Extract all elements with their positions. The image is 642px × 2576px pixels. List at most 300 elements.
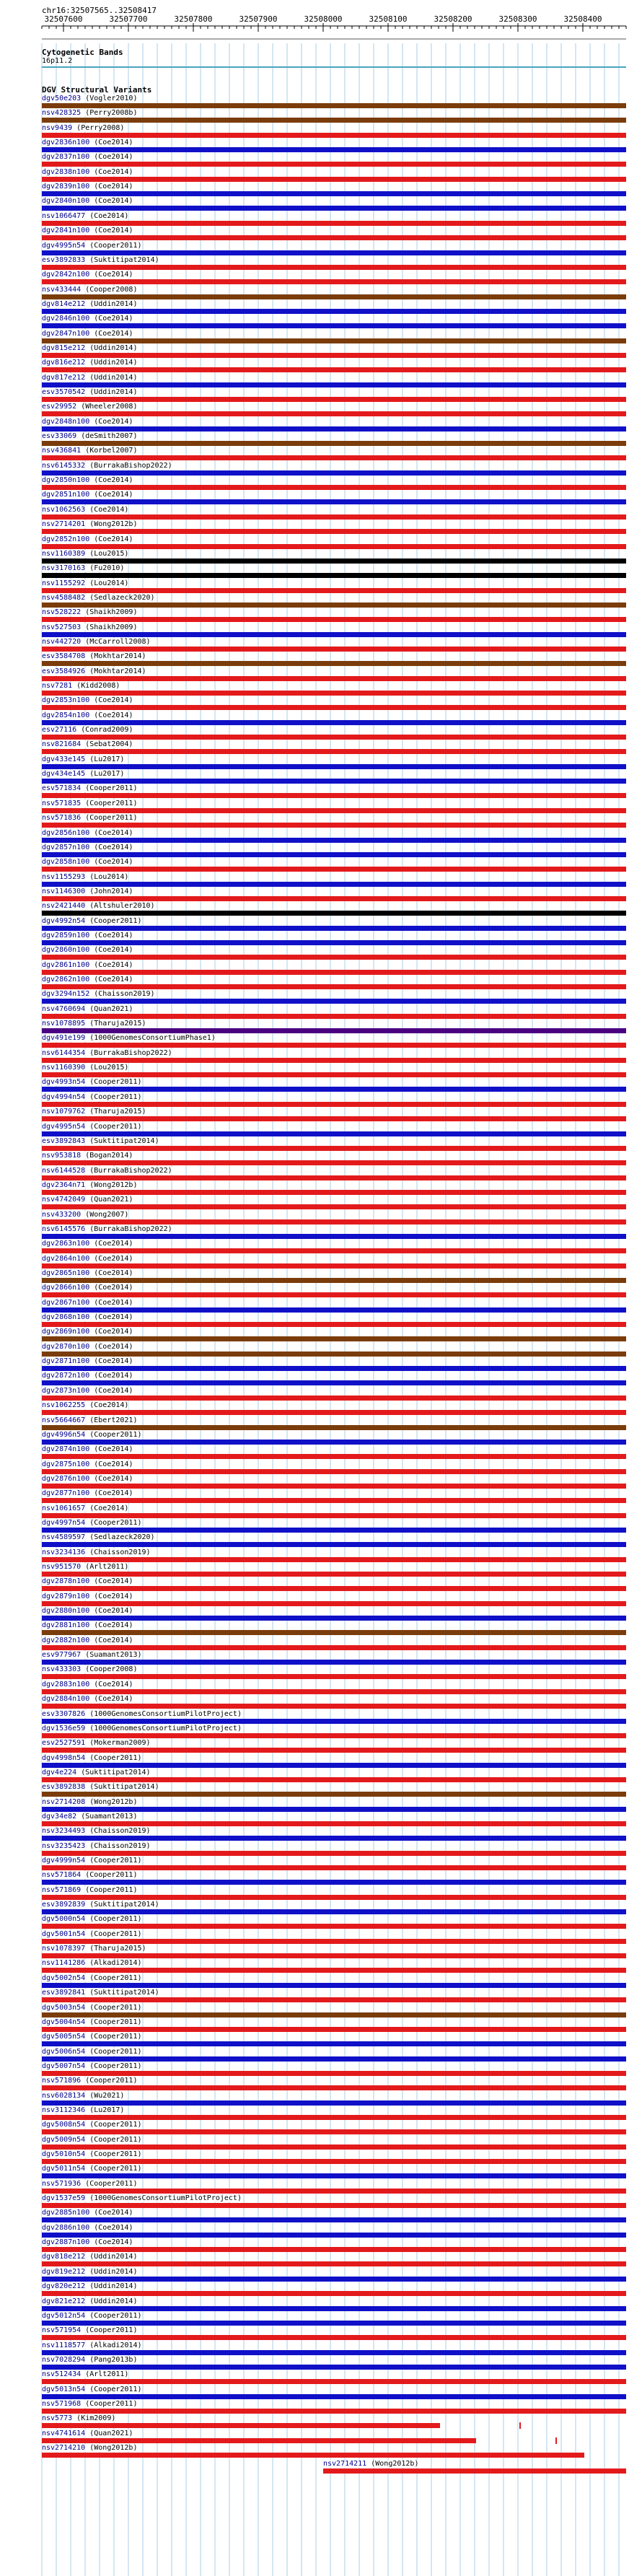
sv-id[interactable]: dgv819e212	[42, 2267, 86, 2276]
sv-row[interactable]	[42, 917, 626, 933]
sv-id[interactable]: dgv2839n100	[42, 183, 90, 191]
sv-bar[interactable]	[42, 1248, 626, 1253]
sv-bar[interactable]	[42, 206, 626, 211]
sv-row[interactable]	[42, 242, 626, 258]
sv-bar[interactable]	[42, 617, 626, 622]
sv-bar[interactable]	[42, 529, 626, 534]
sv-bar[interactable]	[42, 2129, 626, 2134]
sv-bar[interactable]	[42, 499, 626, 504]
sv-id[interactable]: dgv4994n54	[42, 1092, 86, 1101]
sv-bar[interactable]	[42, 970, 626, 975]
sv-id[interactable]: dgv2860n100	[42, 946, 90, 955]
sv-row[interactable]	[42, 1651, 626, 1667]
sv-id[interactable]: esv3584708	[42, 652, 86, 661]
sv-id[interactable]: dgv2884n100	[42, 1695, 90, 1704]
sv-bar[interactable]	[42, 955, 626, 960]
sv-bar[interactable]	[42, 1704, 626, 1709]
sv-row[interactable]	[42, 197, 626, 213]
sv-row[interactable]	[42, 1710, 626, 1726]
sv-id[interactable]: dgv2886n100	[42, 2223, 90, 2232]
sv-id[interactable]: nsv821684	[42, 740, 82, 749]
sv-bar[interactable]	[42, 279, 626, 284]
sv-bar[interactable]	[42, 382, 626, 387]
sv-bar[interactable]	[42, 1953, 626, 1958]
sv-id[interactable]: nsv1155292	[42, 579, 86, 587]
sv-bar[interactable]	[42, 1190, 626, 1195]
sv-row[interactable]	[42, 1357, 626, 1373]
sv-bar[interactable]	[42, 162, 626, 167]
sv-bar[interactable]	[42, 882, 626, 887]
sv-bar[interactable]	[42, 1087, 626, 1092]
sv-row[interactable]	[42, 740, 626, 756]
sv-id[interactable]: nsv571968	[42, 2399, 82, 2408]
sv-id[interactable]: dgv2836n100	[42, 139, 90, 147]
sv-bar[interactable]	[42, 353, 626, 358]
sv-bar[interactable]	[42, 2012, 626, 2018]
sv-id[interactable]: dgv818e212	[42, 2253, 86, 2261]
sv-bar[interactable]	[42, 1909, 626, 1914]
sv-row[interactable]	[42, 2018, 626, 2034]
sv-id[interactable]: nsv3235423	[42, 1841, 86, 1850]
sv-id[interactable]: dgv2851n100	[42, 491, 90, 499]
sv-bar[interactable]	[42, 323, 626, 328]
sv-row[interactable]	[42, 1563, 626, 1579]
sv-id[interactable]: dgv4999n54	[42, 1857, 86, 1865]
sv-id[interactable]: nsv9439	[42, 123, 73, 132]
sv-row[interactable]	[42, 2194, 626, 2210]
sv-id[interactable]: dgv3294n152	[42, 990, 90, 999]
sv-id[interactable]: nsv433303	[42, 1665, 82, 1674]
sv-bar[interactable]	[42, 1997, 626, 2002]
sv-bar[interactable]	[42, 632, 626, 637]
sv-id[interactable]: dgv5013n54	[42, 2385, 86, 2393]
sv-row[interactable]	[42, 1607, 626, 1623]
sv-bar[interactable]	[42, 2306, 626, 2311]
sv-id[interactable]: dgv4995n54	[42, 1122, 86, 1131]
sv-row[interactable]	[42, 2092, 626, 2108]
sv-bar[interactable]	[42, 221, 626, 226]
sv-id[interactable]: esv2527591	[42, 1739, 86, 1748]
sv-bar[interactable]	[42, 309, 626, 314]
sv-bar[interactable]	[42, 1380, 626, 1385]
sv-bar[interactable]	[42, 2085, 626, 2090]
sv-row[interactable]	[42, 1769, 626, 1784]
sv-id[interactable]: nsv571835	[42, 799, 82, 807]
sv-row[interactable]	[42, 374, 626, 390]
sv-id[interactable]: dgv5010n54	[42, 2150, 86, 2158]
sv-id[interactable]: dgv815e212	[42, 343, 86, 352]
sv-id[interactable]: dgv5003n54	[42, 2003, 86, 2012]
sv-id[interactable]: nsv1078895	[42, 1020, 86, 1028]
sv-row[interactable]	[42, 1416, 626, 1432]
sv-row[interactable]	[42, 2386, 626, 2401]
sv-row[interactable]	[42, 535, 626, 551]
sv-bar[interactable]	[42, 1292, 626, 1297]
sv-id[interactable]: nsv571896	[42, 2077, 82, 2085]
sv-id[interactable]: nsv3170163	[42, 564, 86, 573]
sv-row[interactable]	[42, 1489, 626, 1505]
sv-bar[interactable]	[323, 2468, 626, 2474]
sv-row[interactable]	[42, 1637, 626, 1652]
sv-row[interactable]	[42, 1387, 626, 1403]
sv-row[interactable]	[42, 579, 626, 595]
sv-id[interactable]: nsv1079762	[42, 1108, 86, 1116]
sv-bar[interactable]	[42, 514, 626, 520]
sv-id[interactable]: dgv2850n100	[42, 476, 90, 485]
sv-id[interactable]: dgv816e212	[42, 359, 86, 367]
sv-id[interactable]: nsv3234493	[42, 1827, 86, 1836]
sv-row[interactable]	[42, 109, 626, 125]
sv-bar[interactable]	[42, 1116, 626, 1121]
sv-bar[interactable]	[42, 1028, 626, 1033]
sv-bar[interactable]	[42, 1836, 626, 1841]
sv-bar[interactable]	[42, 2394, 626, 2399]
sv-id[interactable]: dgv5001n54	[42, 1929, 86, 1938]
sv-row[interactable]	[42, 1431, 626, 1447]
sv-id[interactable]: dgv5008n54	[42, 2121, 86, 2129]
sv-bar[interactable]	[42, 1160, 626, 1165]
sv-bar[interactable]	[42, 1880, 626, 1885]
sv-row[interactable]	[42, 946, 626, 962]
sv-row[interactable]	[42, 168, 626, 184]
sv-bar[interactable]	[42, 1792, 626, 1797]
sv-bar[interactable]	[42, 544, 626, 549]
sv-bar[interactable]	[42, 691, 626, 696]
sv-id[interactable]: nsv4588482	[42, 593, 86, 602]
sv-bar[interactable]	[42, 735, 626, 740]
sv-row[interactable]	[42, 1886, 626, 1902]
sv-row[interactable]	[42, 1034, 626, 1050]
sv-row[interactable]	[42, 1857, 626, 1872]
sv-id[interactable]: nsv3112346	[42, 2106, 86, 2114]
sv-id[interactable]: esv3892839	[42, 1901, 86, 1909]
sv-bar[interactable]	[42, 1983, 626, 1988]
sv-row[interactable]	[42, 227, 626, 242]
sv-row[interactable]	[42, 1299, 626, 1315]
sv-id[interactable]: nsv4741614	[42, 2429, 86, 2437]
sv-id[interactable]: esv3892833	[42, 255, 86, 264]
sv-id[interactable]: dgv2882n100	[42, 1636, 90, 1644]
sv-bar[interactable]	[42, 1336, 626, 1341]
sv-row[interactable]	[42, 2077, 626, 2093]
sv-bar[interactable]	[42, 823, 626, 828]
sv-id[interactable]: dgv2852n100	[42, 535, 90, 543]
sv-row[interactable]	[42, 2033, 626, 2049]
sv-id[interactable]: nsv5773	[42, 2414, 73, 2423]
sv-bar[interactable]	[42, 235, 626, 240]
sv-bar[interactable]	[42, 749, 626, 754]
sv-bar[interactable]	[42, 2217, 626, 2222]
sv-row[interactable]	[42, 2341, 626, 2357]
sv-bar[interactable]	[42, 1146, 626, 1151]
sv-row[interactable]	[42, 1930, 626, 1946]
sv-id[interactable]: dgv820e212	[42, 2282, 86, 2291]
sv-id[interactable]: esv3892843	[42, 1136, 86, 1145]
sv-id[interactable]: nsv1160389	[42, 549, 86, 558]
sv-id[interactable]: nsv3234136	[42, 1548, 86, 1556]
sv-row[interactable]	[42, 139, 626, 154]
sv-id[interactable]: dgv2879n100	[42, 1592, 90, 1600]
sv-id[interactable]: dgv2881n100	[42, 1621, 90, 1630]
sv-row[interactable]	[42, 976, 626, 991]
sv-row[interactable]	[42, 1152, 626, 1167]
sv-id[interactable]: nsv571864	[42, 1871, 82, 1880]
sv-bar[interactable]	[42, 2379, 626, 2384]
sv-row[interactable]	[42, 447, 626, 463]
sv-id[interactable]: dgv2859n100	[42, 931, 90, 939]
sv-id[interactable]: dgv4998n54	[42, 1753, 86, 1762]
sv-id[interactable]: nsv2714211	[323, 2460, 367, 2468]
sv-row[interactable]	[42, 858, 626, 874]
sv-row[interactable]	[42, 932, 626, 947]
sv-id[interactable]: dgv2875n100	[42, 1460, 90, 1468]
sv-bar[interactable]	[42, 1440, 626, 1445]
sv-id[interactable]: nsv1118577	[42, 2341, 86, 2349]
sv-id[interactable]: nsv527503	[42, 623, 82, 631]
sv-row[interactable]	[42, 153, 626, 169]
sv-row[interactable]	[42, 1739, 626, 1755]
sv-bar[interactable]	[42, 1674, 626, 1679]
sv-id[interactable]: dgv434e145	[42, 770, 86, 779]
sv-row[interactable]	[42, 799, 626, 815]
sv-row[interactable]	[42, 1343, 626, 1359]
sv-bar[interactable]	[42, 1895, 626, 1900]
sv-row[interactable]	[42, 2430, 626, 2445]
sv-bar[interactable]	[42, 1072, 626, 1077]
sv-bar[interactable]	[42, 1014, 626, 1019]
sv-row[interactable]	[42, 2400, 626, 2416]
sv-bar[interactable]	[42, 764, 626, 769]
sv-bar[interactable]	[42, 2453, 584, 2458]
sv-id[interactable]: nsv571869	[42, 1885, 82, 1894]
sv-id[interactable]: nsv442720	[42, 637, 82, 646]
sv-bar[interactable]	[42, 661, 626, 666]
sv-id[interactable]: dgv5005n54	[42, 2033, 86, 2041]
sv-bar[interactable]	[42, 265, 626, 270]
sv-row[interactable]	[42, 2209, 626, 2225]
sv-id[interactable]: dgv2876n100	[42, 1474, 90, 1483]
sv-row[interactable]	[42, 1108, 626, 1123]
sv-row[interactable]	[42, 1225, 626, 1241]
sv-row[interactable]	[42, 1123, 626, 1139]
sv-bar[interactable]	[42, 558, 626, 564]
sv-bar[interactable]	[42, 103, 626, 108]
sv-row[interactable]	[42, 1078, 626, 1094]
sv-id[interactable]: dgv2867n100	[42, 1298, 90, 1307]
sv-id[interactable]: dgv2853n100	[42, 696, 90, 705]
sv-row[interactable]	[42, 844, 626, 859]
sv-row[interactable]	[42, 1401, 626, 1417]
sv-row[interactable]	[42, 2282, 626, 2298]
sv-id[interactable]: dgv4993n54	[42, 1078, 86, 1087]
sv-bar[interactable]	[42, 294, 626, 299]
sv-bar[interactable]	[42, 1131, 626, 1136]
sv-id[interactable]: dgv2880n100	[42, 1607, 90, 1616]
sv-id[interactable]: nsv571954	[42, 2326, 82, 2335]
sv-row[interactable]	[42, 2444, 626, 2460]
sv-bar[interactable]	[42, 2438, 476, 2443]
sv-bar[interactable]	[42, 999, 626, 1004]
sv-bar[interactable]	[42, 1616, 626, 1621]
sv-row[interactable]	[42, 638, 626, 654]
sv-row[interactable]	[42, 608, 626, 624]
sv-bar[interactable]	[42, 1513, 626, 1518]
sv-bar[interactable]	[42, 896, 626, 901]
sv-id[interactable]: dgv2864n100	[42, 1254, 90, 1263]
sv-id[interactable]: nsv7028294	[42, 2355, 86, 2364]
sv-bar[interactable]	[42, 147, 626, 152]
sv-row[interactable]	[42, 2048, 626, 2064]
sv-id[interactable]: nsv2714208	[42, 1797, 86, 1806]
sv-row[interactable]	[42, 2370, 626, 2386]
sv-id[interactable]: nsv1062255	[42, 1401, 86, 1410]
sv-bar[interactable]	[42, 2203, 626, 2208]
sv-id[interactable]: dgv2840n100	[42, 197, 90, 206]
sv-bar[interactable]	[42, 470, 626, 476]
sv-id[interactable]: nsv571936	[42, 2179, 82, 2188]
sv-bar[interactable]	[42, 911, 626, 916]
sv-row[interactable]	[42, 1211, 626, 1227]
sv-bar[interactable]	[42, 573, 626, 578]
sv-row[interactable]	[42, 652, 626, 668]
sv-id[interactable]: dgv2878n100	[42, 1577, 90, 1586]
sv-row[interactable]	[42, 2004, 626, 2020]
sv-id[interactable]: nsv1066477	[42, 211, 86, 220]
sv-bar[interactable]	[42, 1939, 626, 1944]
sv-bar[interactable]	[42, 118, 626, 123]
sv-row[interactable]	[42, 550, 626, 566]
sv-bar[interactable]	[42, 1689, 626, 1694]
sv-id[interactable]: nsv1141286	[42, 1959, 86, 1968]
sv-row[interactable]	[42, 1813, 626, 1828]
sv-row[interactable]	[42, 1181, 626, 1197]
sv-id[interactable]: nsv5664667	[42, 1416, 86, 1424]
sv-row[interactable]	[42, 711, 626, 727]
sv-id[interactable]: nsv1155293	[42, 872, 86, 881]
sv-id[interactable]: esv29952	[42, 403, 77, 411]
sv-row[interactable]	[42, 2180, 626, 2196]
sv-bar[interactable]	[42, 2261, 626, 2266]
sv-row[interactable]	[42, 418, 626, 434]
sv-id[interactable]: dgv2837n100	[42, 153, 90, 162]
sv-id[interactable]: dgv817e212	[42, 373, 86, 382]
sv-row[interactable]	[42, 873, 626, 889]
sv-bar[interactable]	[42, 1351, 626, 1357]
sv-row[interactable]	[42, 990, 626, 1006]
sv-id[interactable]: esv3307826	[42, 1709, 86, 1718]
sv-bar[interactable]	[42, 838, 626, 843]
sv-bar[interactable]	[42, 2365, 626, 2370]
sv-bar[interactable]	[42, 1454, 626, 1459]
sv-id[interactable]: dgv5011n54	[42, 2165, 86, 2173]
sv-id[interactable]: dgv2870n100	[42, 1342, 90, 1351]
sv-row[interactable]	[42, 902, 626, 918]
sv-id[interactable]: dgv2364n71	[42, 1180, 86, 1189]
sv-bar[interactable]	[42, 2409, 626, 2414]
sv-bar[interactable]	[42, 2173, 626, 2178]
sv-id[interactable]: dgv2857n100	[42, 843, 90, 851]
sv-id[interactable]: nsv4760694	[42, 1004, 86, 1013]
sv-id[interactable]: dgv2871n100	[42, 1357, 90, 1366]
sv-row[interactable]	[42, 1945, 626, 1961]
sv-row[interactable]	[42, 403, 626, 419]
sv-bar[interactable]	[42, 2159, 626, 2164]
sv-bar[interactable]	[42, 2027, 626, 2032]
sv-id[interactable]: dgv5004n54	[42, 2018, 86, 2026]
sv-row[interactable]	[42, 256, 626, 272]
cytoband-label[interactable]: 16p11.2	[42, 57, 73, 65]
sv-row[interactable]	[42, 1196, 626, 1212]
sv-row[interactable]	[42, 696, 626, 712]
sv-bar[interactable]	[42, 133, 626, 138]
sv-row[interactable]	[42, 1871, 626, 1887]
sv-bar[interactable]	[42, 1733, 626, 1738]
sv-row[interactable]	[42, 1959, 626, 1975]
sv-bar[interactable]	[42, 1307, 626, 1313]
sv-id[interactable]: dgv5006n54	[42, 2047, 86, 2056]
sv-id[interactable]: dgv2865n100	[42, 1269, 90, 1277]
sv-id[interactable]: nsv4589597	[42, 1533, 86, 1542]
sv-id[interactable]: nsv2421440	[42, 902, 86, 911]
sv-row[interactable]	[42, 2312, 626, 2328]
sv-row[interactable]	[42, 623, 626, 639]
sv-row[interactable]	[42, 1240, 626, 1256]
sv-bar[interactable]	[42, 2291, 626, 2296]
sv-bar[interactable]	[42, 2247, 626, 2252]
sv-id[interactable]: nsv2714210	[42, 2444, 86, 2452]
sv-bar[interactable]	[42, 2277, 626, 2282]
sv-bar[interactable]	[42, 2423, 440, 2428]
sv-bar[interactable]	[42, 1660, 626, 1665]
sv-row[interactable]	[42, 814, 626, 830]
sv-id[interactable]: dgv1536e59	[42, 1724, 86, 1732]
sv-row[interactable]	[42, 961, 626, 977]
sv-row[interactable]	[42, 1754, 626, 1770]
sv-bar[interactable]	[42, 455, 626, 460]
sv-row[interactable]	[42, 1005, 626, 1021]
sv-id[interactable]: dgv5007n54	[42, 2062, 86, 2070]
sv-id[interactable]: dgv2846n100	[42, 315, 90, 323]
sv-row[interactable]	[42, 344, 626, 360]
sv-row[interactable]	[42, 2150, 626, 2166]
sv-bar[interactable]	[42, 2056, 626, 2062]
sv-row[interactable]	[42, 1460, 626, 1476]
sv-id[interactable]: dgv2842n100	[42, 271, 90, 279]
sv-row[interactable]	[42, 770, 626, 786]
sv-id[interactable]: dgv2862n100	[42, 976, 90, 983]
sv-bar[interactable]	[42, 1572, 626, 1577]
sv-id[interactable]: dgv2838n100	[42, 167, 90, 176]
sv-bar[interactable]	[42, 338, 626, 343]
sv-id[interactable]: dgv2872n100	[42, 1372, 90, 1380]
sv-id[interactable]: dgv2868n100	[42, 1313, 90, 1322]
sv-row[interactable]	[42, 1827, 626, 1843]
sv-id[interactable]: nsv7281	[42, 682, 73, 690]
sv-bar[interactable]	[42, 1396, 626, 1401]
sv-bar[interactable]	[42, 1425, 626, 1430]
sv-bar[interactable]	[42, 867, 626, 872]
sv-bar[interactable]	[42, 940, 626, 945]
sv-bar[interactable]	[42, 2233, 626, 2238]
sv-bar[interactable]	[42, 1366, 626, 1371]
sv-bar[interactable]	[42, 1763, 626, 1768]
sv-bar[interactable]	[42, 1645, 626, 1650]
sv-id[interactable]: dgv2887n100	[42, 2238, 90, 2247]
sv-id[interactable]: dgv34e82	[42, 1812, 77, 1821]
sv-id[interactable]: esv3892841	[42, 1989, 86, 1997]
sv-bar[interactable]	[42, 808, 626, 813]
sv-id[interactable]: esv3584926	[42, 667, 86, 675]
